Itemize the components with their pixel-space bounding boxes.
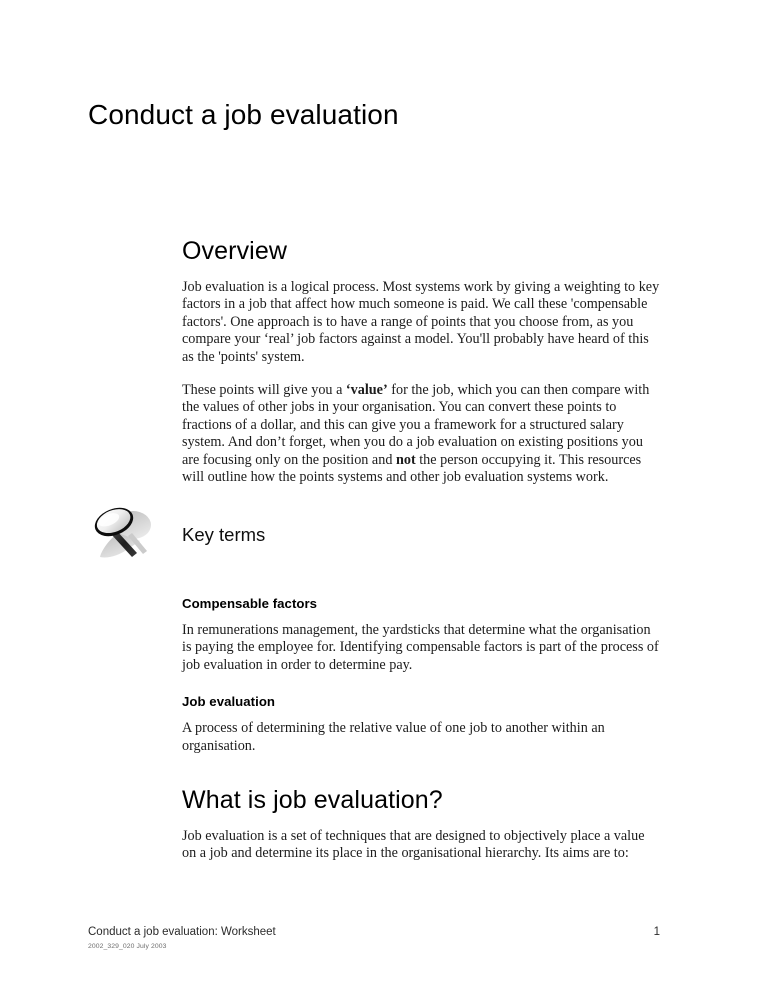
page-footer: [88, 925, 660, 965]
what-is-job-evaluation-section: [182, 785, 662, 863]
key-term-entry: [182, 693, 662, 755]
what-is-paragraph-1: Job evaluation is a set of techniques that are designed to objectively place a value on a job and determine its place in the organisational hierarchy. Its aims are to:: [182, 828, 645, 862]
key-term-title: Compensable factors: [182, 596, 318, 611]
what-is-heading: What is job evaluation?: [182, 786, 443, 814]
key-term-title: Job evaluation: [182, 694, 276, 710]
key-terms-label: Key terms: [182, 524, 266, 545]
overview-paragraph-2: [182, 382, 662, 486]
page-title: Conduct a job evaluation: [88, 98, 399, 130]
key-terms-banner: [88, 505, 678, 567]
key-term-definition: In remunerations management, the yardsticks that determine what the organisation is paying the employee for. Identifying compensable factors is part of the process of job evaluation in order to determine pay.: [182, 622, 659, 673]
magnifying-glass-icon: [88, 505, 176, 567]
overview-paragraph-1: Job evaluation is a logical process. Most systems work by giving a weighting to key factors in a job that affect how much someone is paid. We call these 'compensable factors'. One approach is to have a range of points that you choose from, as you compare your ‘real’ job factors against a model. You'll probably have heard of this as the 'points' system.: [182, 279, 660, 365]
overview-p2-text-2: for the job, which you can then compare with the values of other jobs in your organisation. You can convert these points to fractions of a dollar, and this can give you a framework for a structured salary system. And don’t forget, when you do a job evaluation on existing positions you are focusing only on the position and: [182, 382, 650, 468]
overview-p2-emphasis-not: not: [395, 451, 416, 468]
overview-p2-text-1: These points will give you a: [182, 382, 346, 399]
overview-heading: Overview: [182, 237, 287, 265]
overview-p2-text-3: the person occupying it. This resources will outline how the points systems and other job evaluation systems work.: [182, 451, 642, 486]
overview-section: [182, 236, 662, 486]
footer-page-number: 1: [653, 926, 660, 938]
footer-document-code: 2002_329_020 July 2003: [88, 943, 167, 950]
key-term-definition: A process of determining the relative value of one job to another within an organisation.: [182, 720, 605, 754]
footer-title: Conduct a job evaluation: Worksheet: [88, 926, 276, 938]
key-terms-list: [182, 595, 662, 755]
key-term-entry: [182, 595, 662, 674]
overview-p2-emphasis-value: ‘value’: [345, 382, 388, 399]
